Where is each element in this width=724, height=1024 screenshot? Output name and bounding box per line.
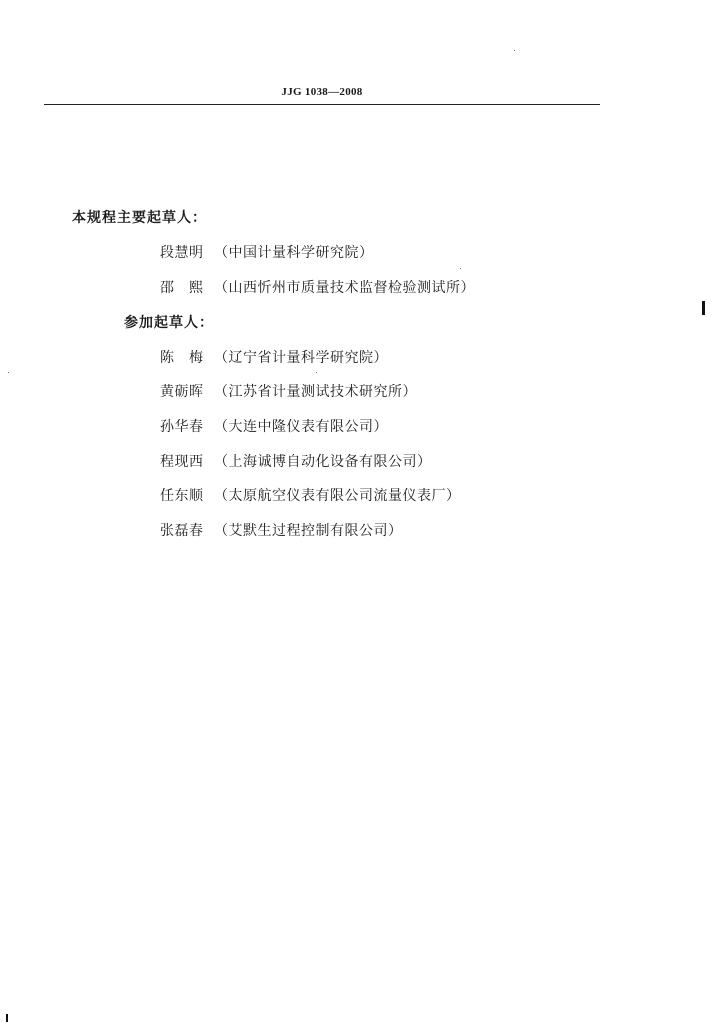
drafter-entry [160,347,388,367]
drafter-name: 程现西 [160,454,204,470]
drafter-entry [160,451,432,471]
header-rule [44,104,600,105]
drafter-org: （大连中隆仪表有限公司） [214,419,388,435]
scan-speck [8,372,9,373]
drafter-org: （山西忻州市质量技术监督检验测试所） [214,280,475,296]
page-header-code: JJG 1038—2008 [281,86,363,98]
drafter-org: （辽宁省计量科学研究院） [214,350,388,366]
drafter-org: （太原航空仪表有限公司流量仪表厂） [214,488,461,504]
scan-mark [6,1014,8,1022]
drafter-name: 任东顺 [160,488,204,504]
drafter-org: （江苏省计量测试技术研究所） [214,384,417,400]
main-drafters-title: 本规程主要起草人： [72,210,207,226]
scan-speck [316,372,317,373]
drafter-entry [160,485,461,505]
drafter-entry [160,277,475,297]
drafter-org: （艾默生过程控制有限公司） [214,523,403,539]
drafter-entry [160,242,374,262]
drafter-org: （上海诚博自动化设备有限公司） [214,454,432,470]
drafter-name: 陈 梅 [160,350,204,366]
drafter-name: 黄砺晖 [160,384,204,400]
drafter-name: 张磊春 [160,523,204,539]
drafter-entry [160,520,403,540]
scan-speck [460,268,461,269]
scan-speck [514,50,515,51]
drafter-entry [160,416,388,436]
drafter-name: 段慧明 [160,245,204,261]
participating-drafters-title: 参加起草人： [124,315,214,331]
drafter-org: （中国计量科学研究院） [214,245,374,261]
drafter-name: 孙华春 [160,419,204,435]
drafter-name: 邵 熙 [160,280,204,296]
scan-mark [702,301,705,315]
drafter-entry [160,381,417,401]
